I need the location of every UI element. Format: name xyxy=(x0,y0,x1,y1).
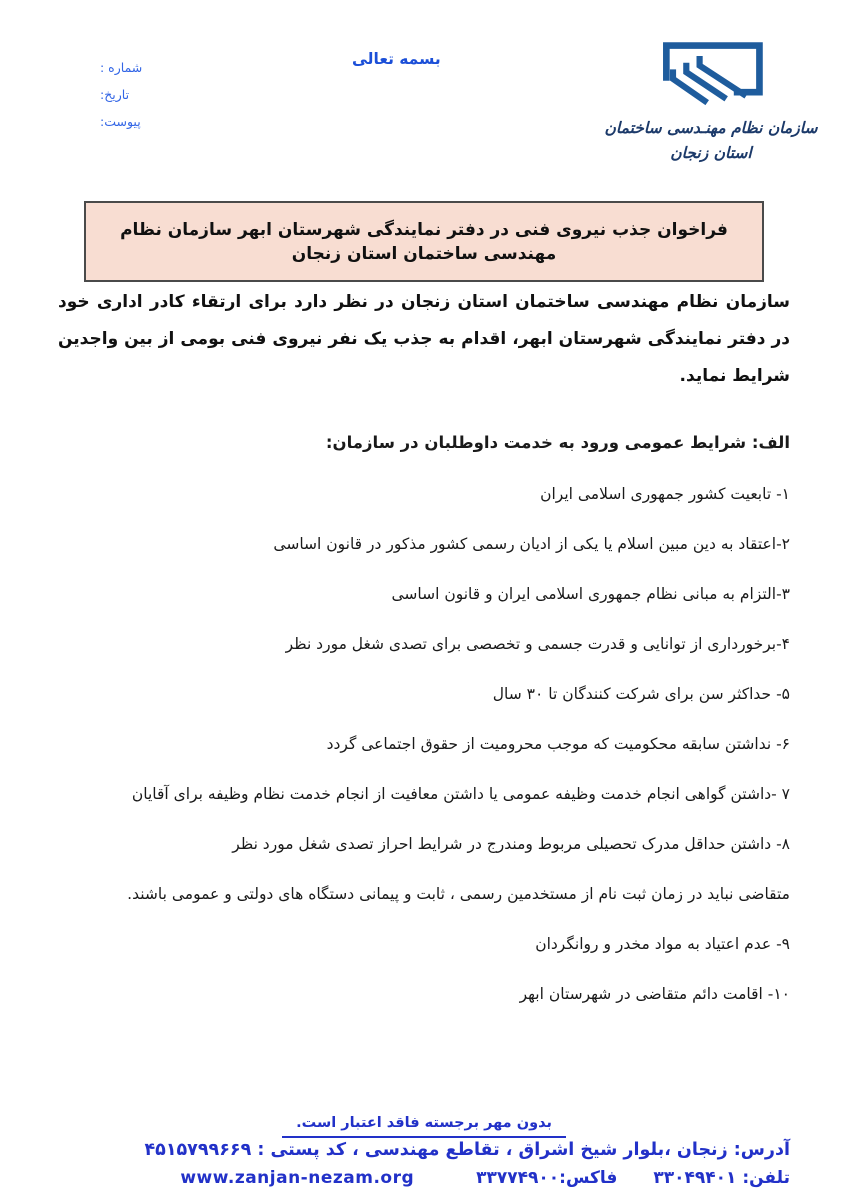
letterhead-footer xyxy=(0,1104,848,1200)
organization-name-line2: استان زنجان xyxy=(670,143,752,162)
attachment-label: پیوست: xyxy=(100,114,141,129)
requirement-item-3: ۳-التزام به مبانی نظام جمهوری اسلامی ایران و قانون اساسی xyxy=(391,585,790,603)
website-url: www.zanjan-nezam.org xyxy=(180,1168,415,1188)
requirement-item-10: ۱۰- اقامت دائم متقاضی در شهرستان ابهر xyxy=(519,985,790,1003)
requirement-item-2: ۲-اعتقاد به دین مبین اسلام یا یکی از ادیان رسمی کشور مذکور در قانون اساسی xyxy=(273,535,790,553)
organization-name-line1: سازمان نظام مهنـدسی ساختمان xyxy=(604,118,818,137)
phone-number: تلفن: ۳۳۰۴۹۴۰۱ xyxy=(653,1168,790,1188)
number-label: شماره : xyxy=(100,60,143,75)
fax-number: فاکس:۳۳۷۷۴۹۰۰ xyxy=(476,1168,618,1188)
bismillah-text: بسمه تعالی xyxy=(352,50,441,68)
requirement-item-5: ۵- حداکثر سن برای شرکت کنندگان تا ۳۰ سال xyxy=(492,685,790,703)
stamp-validity-note: بدون مهر برجسته فاقد اعتبار است. xyxy=(282,1115,566,1138)
requirement-item-6: ۶- نداشتن سابقه محکومیت که موجب محرومیت از حقوق اجتماعی گردد xyxy=(326,735,790,753)
requirement-item-7: ۷ -داشتن گواهی انجام خدمت وظیفه عمومی یا داشتن معافیت از انجام خدمت نظام وظیفه برای آقایان xyxy=(131,785,790,803)
organization-logo-icon xyxy=(652,38,770,114)
announcement-title-banner: فراخوان جذب نیروی فنی در دفتر نمایندگی شهرستان ابهر سازمان نظام مهندسی ساختمان استان زنجان xyxy=(84,201,764,282)
contact-line xyxy=(58,1168,790,1188)
requirement-item-1: ۱- تابعیت کشور جمهوری اسلامی ایران xyxy=(540,485,790,503)
address-line: آدرس: زنجان ،بلوار شیخ اشراق ، تقاطع مهندسی ، کد پستی : ۴۵۱۵۷۹۹۶۶۹ xyxy=(144,1140,790,1160)
requirement-item-8: ۸- داشتن حداقل مدرک تحصیلی مربوط ومندرج در شرایط احراز تصدی شغل مورد نظر xyxy=(232,835,790,853)
organization-logo xyxy=(596,38,826,166)
letter-meta-block xyxy=(100,54,202,135)
organization-name xyxy=(596,116,826,166)
section-heading: الف: شرایط عمومی ورود به خدمت داوطلبان در سازمان: xyxy=(325,433,790,452)
intro-paragraph: سازمان نظام مهندسی ساختمان استان زنجان در نظر دارد برای ارتقاء کادر اداری خود در دفتر نمایندگی شهرستان ابهر، اقدام به جذب یک نفر نیروی فنی بومی از بین واجدین شرایط نماید. xyxy=(58,292,790,386)
date-label: تاریخ: xyxy=(100,87,130,102)
requirement-item-9: ۹- عدم اعتیاد به مواد مخدر و روانگردان xyxy=(535,935,790,953)
requirement-item-4: ۴-برخورداری از توانایی و قدرت جسمی و تخصصی برای تصدی شغل مورد نظر xyxy=(285,635,790,653)
general-conditions-section xyxy=(58,432,790,1034)
requirement-note: متقاضی نباید در زمان ثبت نام از مستخدمین رسمی ، ثابت و پیمانی دستگاه های دولتی و عمومی باشند. xyxy=(127,885,790,903)
